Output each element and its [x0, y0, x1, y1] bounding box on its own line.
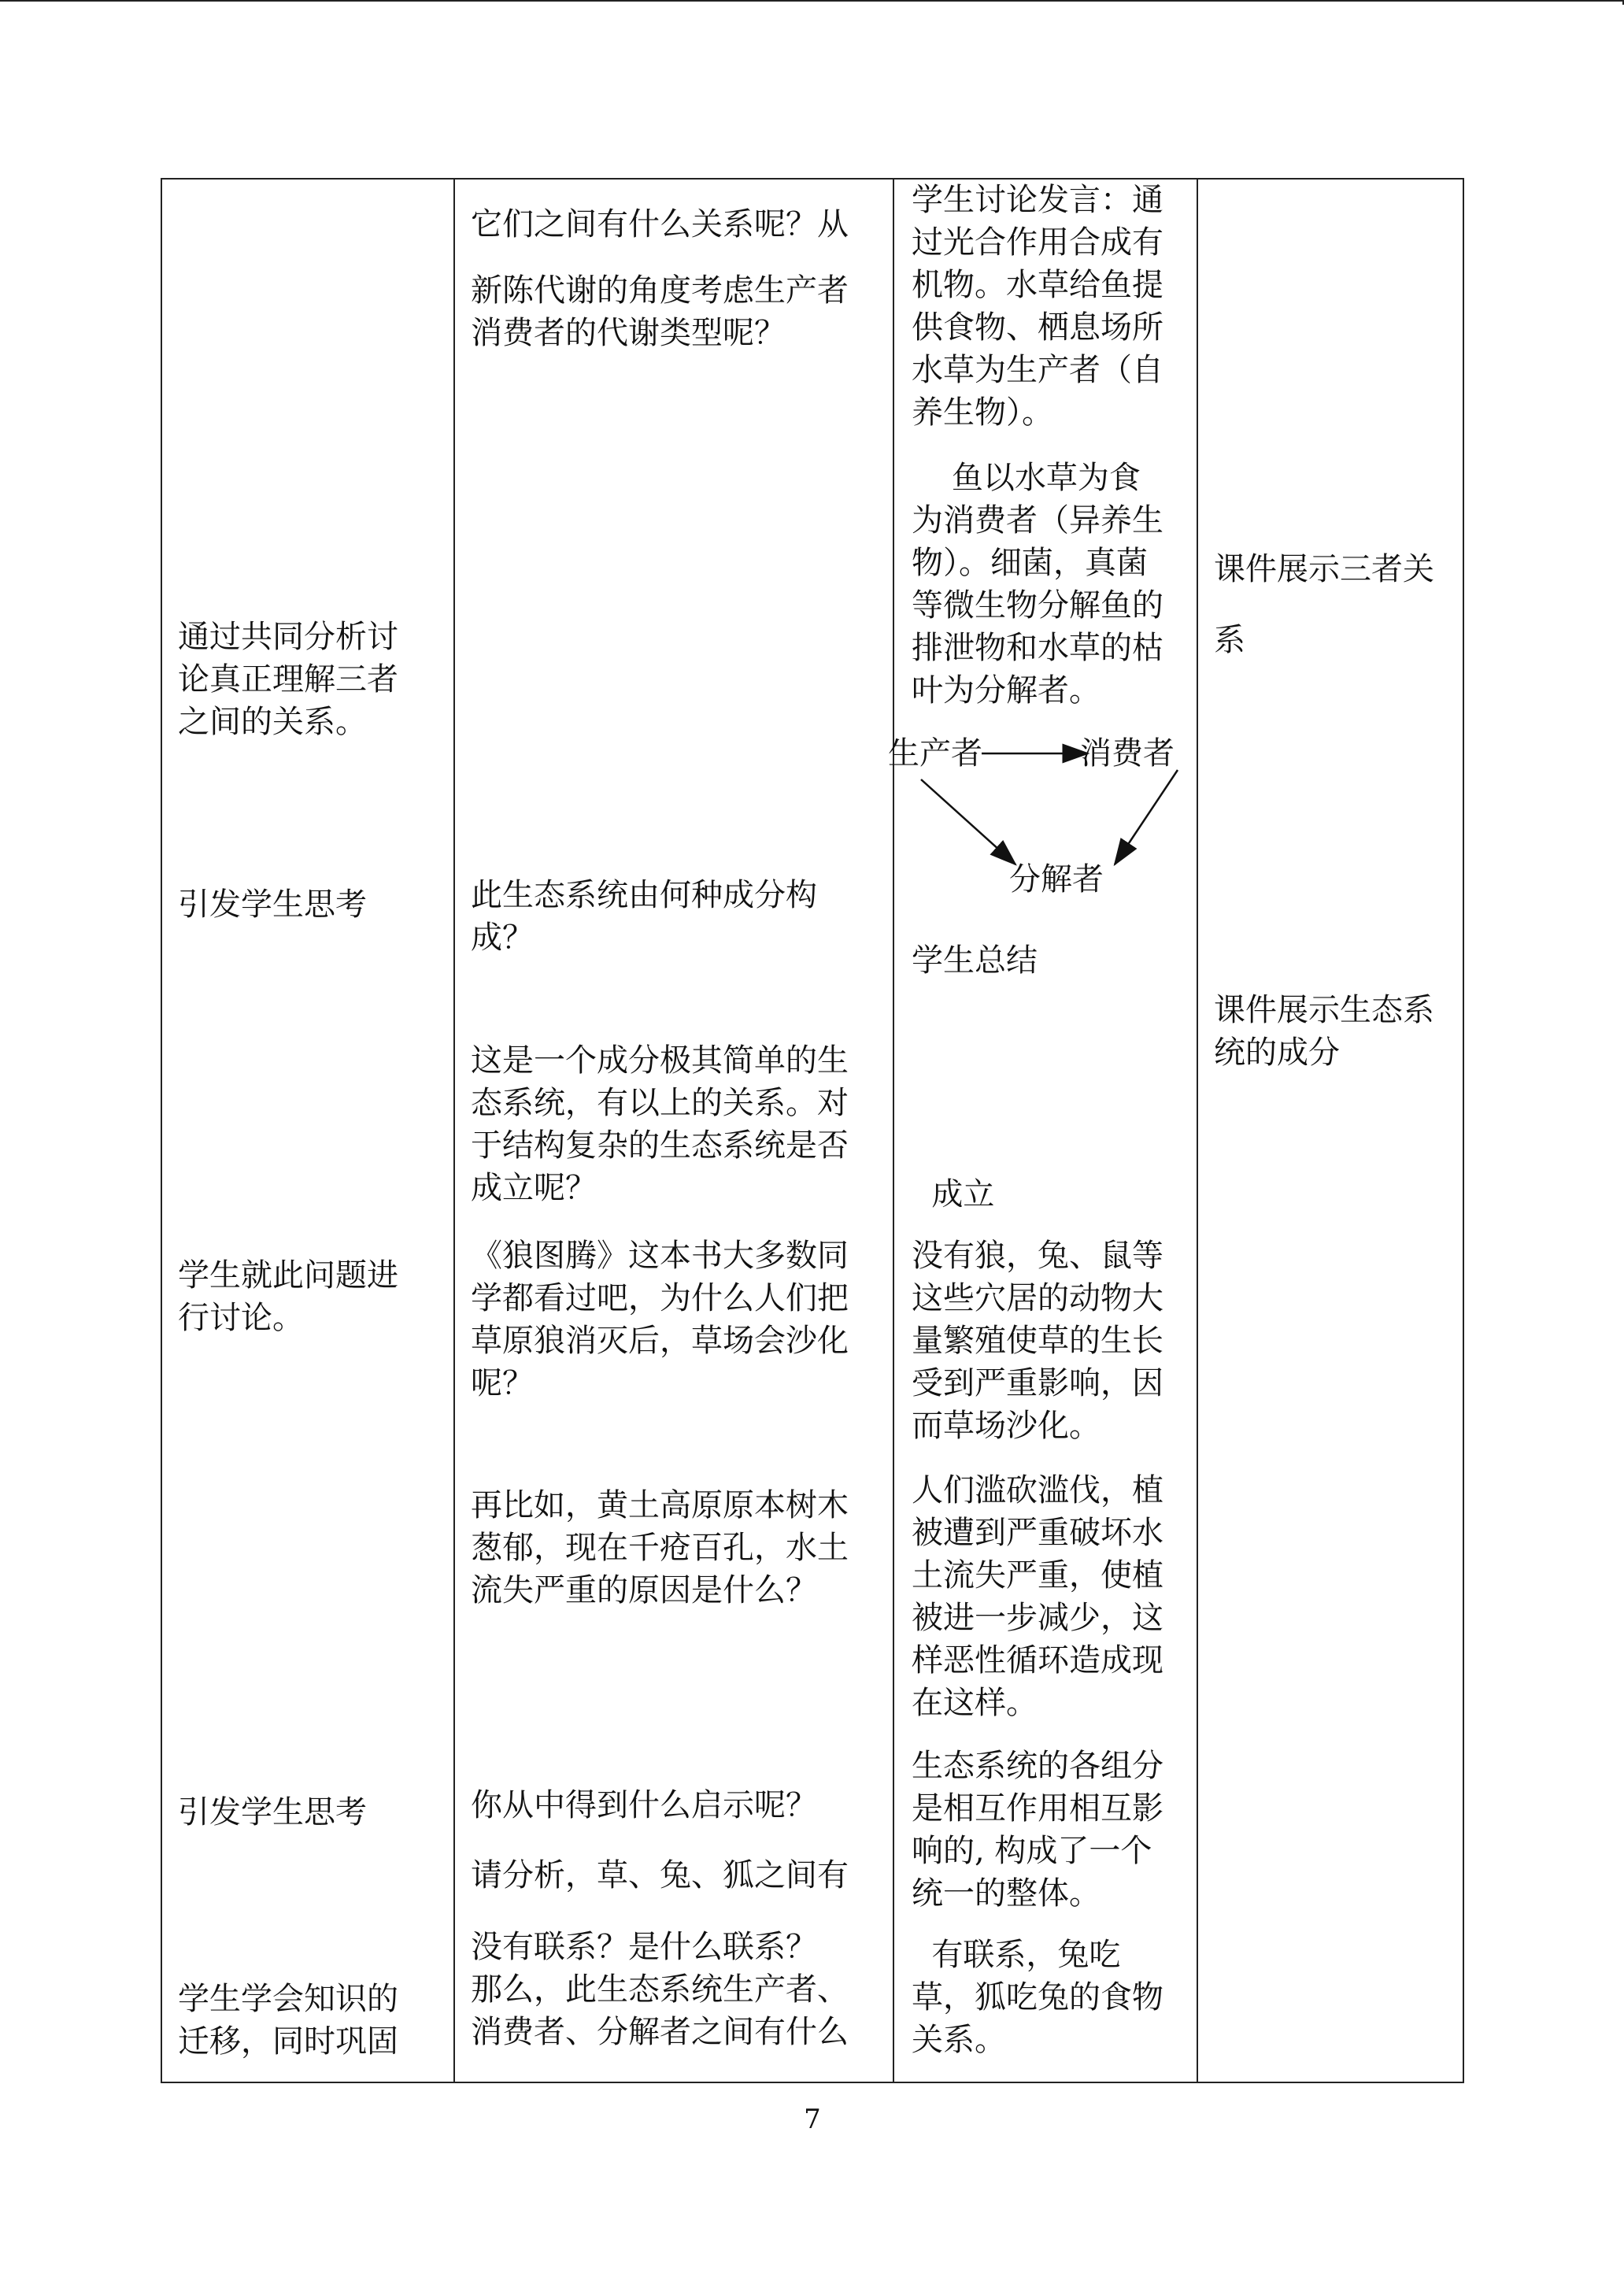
- text-line: 这是一个成分极其简单的生: [471, 1042, 849, 1079]
- student-answer-valid: [912, 1173, 994, 1216]
- text-line: 没有联系？是什么联系？: [471, 1929, 817, 1965]
- teacher-question-loess-plateau: [471, 1484, 849, 1612]
- text-line: 行讨论。: [178, 1300, 304, 1336]
- text-line: 引发学生思考: [178, 887, 367, 923]
- arrow-producer-to-decomposer: [921, 779, 1015, 864]
- text-line: 是相互作用相互影: [912, 1790, 1163, 1827]
- teacher-question-wolf-totem: [471, 1234, 849, 1405]
- text-line: 学都看过吧，为什么人们把: [471, 1280, 849, 1316]
- teacher-question-grass-rabbit-fox: [471, 1854, 849, 1897]
- student-summary: [912, 939, 1038, 982]
- intent-analysis-text: [178, 616, 398, 743]
- text-line: 再比如，黄土高原原本树木: [471, 1487, 849, 1523]
- text-line: 学生学会知识的: [178, 1981, 398, 2017]
- student-answer-wolf: [912, 1234, 1163, 1447]
- text-line: 论真正理解三者: [178, 661, 398, 698]
- text-line: 关系。: [912, 2022, 1006, 2058]
- text-line: 新陈代谢的角度考虑生产者: [471, 272, 849, 309]
- text-line: 成立呢？: [471, 1170, 597, 1206]
- text-line: 成立: [912, 1176, 995, 1212]
- text-line: 课件展示三者关: [1214, 551, 1434, 587]
- text-line: 土流失严重，使植: [912, 1557, 1163, 1594]
- text-line: 过光合作用合成有: [912, 224, 1163, 261]
- media-three-relations-2: [1214, 619, 1245, 661]
- teacher-question-inspiration: [471, 1784, 817, 1827]
- text-line: 统一的整体。: [912, 1875, 1101, 1912]
- text-line: 迁移，同时巩固: [178, 2023, 398, 2060]
- column-divider-1: [453, 180, 455, 2082]
- text-line: 这些穴居的动物大: [912, 1280, 1163, 1316]
- teacher-question-components: [471, 874, 817, 959]
- text-line: 学生就此问题进: [178, 1257, 398, 1294]
- text-line: 此生态系统由何种成分构: [471, 877, 817, 913]
- text-line: 于结构复杂的生态系统是否: [471, 1127, 849, 1164]
- text-line: 请分析，草、兔、狐之间有: [471, 1857, 849, 1893]
- page-number: 7: [804, 2104, 821, 2135]
- text-line: 被遭到严重破坏水: [912, 1515, 1163, 1551]
- text-line: 学生讨论发言：通: [912, 182, 1163, 218]
- text-line: 呢？: [471, 1365, 534, 1401]
- teacher-question-metabolism: [471, 269, 849, 354]
- text-line: 量繁殖使草的生长: [912, 1323, 1163, 1359]
- text-line: 学生总结: [912, 942, 1038, 979]
- diagram-decomposer-label: 分解者: [1009, 861, 1104, 898]
- text-line: 鱼以水草为食: [912, 460, 1141, 496]
- text-line: 草，狐吃兔的食物: [912, 1979, 1163, 2016]
- text-line: 消费者、分解者之间有什么: [471, 2014, 849, 2050]
- column-divider-2: [893, 180, 894, 2082]
- text-line: 养生物）。: [912, 394, 1053, 431]
- text-line: 水草为生产者（自: [912, 352, 1163, 388]
- text-line: 样恶性循环造成现: [912, 1642, 1163, 1679]
- teacher-question-complex-system: [471, 1039, 849, 1209]
- teacher-question-relationship: [471, 1926, 849, 2053]
- text-line: 态系统，有以上的关系。对: [471, 1085, 849, 1121]
- text-line: 《狼图腾》这本书大多数同: [471, 1238, 849, 1274]
- diagram-producer-label: 生产者: [888, 735, 982, 772]
- student-discussion-producer: [912, 179, 1163, 434]
- text-line: 统的成分: [1214, 1035, 1340, 1071]
- text-line: 而草场沙化。: [912, 1408, 1101, 1444]
- media-ecosystem-components: [1214, 989, 1434, 1074]
- text-line: 葱郁，现在千疮百孔，水土: [471, 1530, 849, 1566]
- text-line: 响的, 构成了一个: [912, 1833, 1152, 1869]
- text-line: 等微生物分解鱼的: [912, 587, 1163, 624]
- text-line: 没有狼，兔、鼠等: [912, 1238, 1163, 1274]
- text-line: 成？: [471, 920, 534, 956]
- text-line: 机物。水草给鱼提: [912, 267, 1163, 303]
- text-line: 受到严重影响，因: [912, 1365, 1163, 1401]
- text-line: 那么，此生态系统生产者、: [471, 1971, 849, 2008]
- text-line: 通过共同分析讨: [178, 619, 398, 655]
- text-line: 叶为分解者。: [912, 672, 1101, 709]
- ecosystem-relation-diagram: [890, 724, 1189, 913]
- arrow-consumer-to-decomposer: [1115, 770, 1178, 864]
- text-line: 课件展示生态系: [1214, 992, 1434, 1028]
- text-line: 草原狼消灭后，草场会沙化: [471, 1323, 849, 1359]
- text-line: 流失严重的原因是什么？: [471, 1572, 817, 1608]
- intent-prompt-thinking-1: [178, 883, 367, 926]
- intent-prompt-thinking-2: [178, 1791, 367, 1834]
- text-line: 被进一步减少，这: [912, 1600, 1163, 1636]
- media-three-relations-1: [1214, 548, 1434, 590]
- teacher-question-relation: [471, 203, 849, 246]
- intent-discussion-text: [178, 1254, 398, 1339]
- text-line: 为消费者（异养生: [912, 502, 1163, 539]
- text-line: 引发学生思考: [178, 1794, 367, 1830]
- text-line: 生态系统的各组分: [912, 1748, 1163, 1784]
- text-line: 供食物、栖息场所: [912, 309, 1163, 346]
- text-line: 之间的关系。: [178, 704, 367, 740]
- student-answer-interaction: [912, 1745, 1163, 1915]
- text-line: 物）。细菌，真菌: [912, 545, 1148, 581]
- text-line: 有联系，兔吃: [912, 1937, 1121, 1973]
- student-answer-food-relation: [912, 1934, 1163, 2061]
- student-answer-deforestation: [912, 1469, 1163, 1724]
- text-line: 消费者的代谢类型呢？: [471, 315, 786, 351]
- text-line: 人们滥砍滥伐，植: [912, 1472, 1163, 1508]
- text-line: 排泄物和水草的枯: [912, 630, 1163, 666]
- page-top-border: [0, 0, 1624, 2]
- diagram-consumer-label: 消费者: [1080, 735, 1175, 772]
- text-line: 系: [1214, 622, 1245, 658]
- student-discussion-consumer-decomposer: [912, 457, 1163, 712]
- column-divider-3: [1197, 180, 1198, 2082]
- text-line: 你从中得到什么启示呢？: [471, 1787, 817, 1823]
- text-line: 它们之间有什么关系呢？从: [471, 206, 849, 242]
- intent-transfer-text: [178, 1978, 398, 2063]
- text-line: 在这样。: [912, 1685, 1038, 1721]
